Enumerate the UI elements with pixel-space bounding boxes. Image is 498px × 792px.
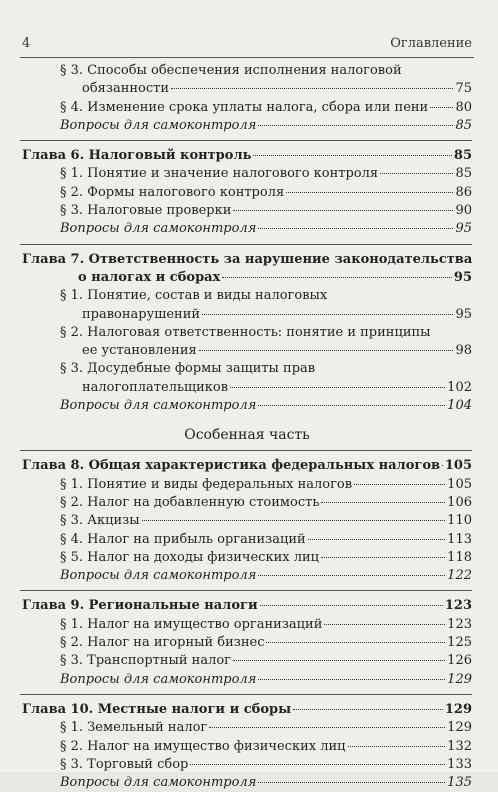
- toc-section-entry: [22, 512, 472, 530]
- toc-page-number: 129: [447, 720, 472, 736]
- dot-leader: [258, 574, 445, 576]
- section-divider: [20, 590, 472, 591]
- toc-entry-title-line: § 3. Способы обеспечения исполнения налоговой: [60, 63, 402, 78]
- toc-section-entry: [22, 476, 472, 494]
- dot-leader: [142, 519, 446, 521]
- toc-page-number: 129: [447, 671, 472, 687]
- dot-leader: [258, 781, 445, 783]
- toc-questions-entry: [22, 397, 472, 415]
- toc-section-entry: [22, 738, 472, 756]
- running-title: Оглавление: [390, 36, 472, 51]
- section-divider: [20, 450, 472, 451]
- toc-page-number: 104: [447, 398, 472, 414]
- toc-page-number: 95: [455, 221, 472, 237]
- toc-entry-title: Вопросы для самоконтроля: [60, 671, 257, 687]
- dot-leader: [233, 659, 445, 661]
- toc-section-entry: [22, 616, 472, 634]
- dot-leader: [190, 763, 445, 765]
- toc-page-number: 126: [447, 653, 472, 669]
- section-divider: [20, 244, 472, 245]
- toc-entry-title: § 2. Формы налогового контроля: [60, 184, 285, 200]
- toc-page-number: 105: [447, 476, 472, 492]
- toc-chapter-entry: [22, 457, 472, 475]
- toc-section-entry: [22, 549, 472, 567]
- toc-section-entry: [22, 634, 472, 652]
- toc-section-entry: [22, 494, 472, 512]
- toc-entry-title-line: § 3. Досудебные формы защиты прав: [60, 361, 316, 377]
- toc-entry-title: Глава 10. Местные налоги и сборы: [22, 701, 292, 717]
- toc-page-number: 90: [455, 203, 472, 219]
- header-rule: [20, 57, 474, 58]
- dot-leader: [230, 386, 445, 388]
- table-of-contents: [22, 62, 472, 792]
- toc-entry-title: ее установления: [82, 343, 197, 359]
- toc-page-number: 129: [444, 701, 472, 717]
- toc-section-entry: [22, 62, 472, 99]
- toc-questions-entry: [22, 671, 472, 689]
- toc-page-number: 110: [447, 513, 472, 529]
- toc-entry-title: о налогах и сборах: [78, 269, 221, 285]
- toc-section-entry: [22, 324, 472, 361]
- dot-leader: [348, 745, 446, 747]
- dot-leader: [260, 604, 443, 606]
- dot-leader: [321, 501, 445, 503]
- toc-chapter-entry: [22, 597, 472, 615]
- dot-leader: [233, 209, 453, 211]
- toc-entry-title: Вопросы для самоконтроля: [60, 568, 257, 584]
- page-number: 4: [22, 36, 31, 51]
- dot-leader: [442, 464, 443, 466]
- toc-entry-title: § 2. Налог на имущество физических лиц: [60, 738, 346, 754]
- dot-leader: [258, 227, 453, 229]
- toc-section-entry: [22, 756, 472, 774]
- dot-leader: [209, 726, 445, 728]
- toc-page-number: 125: [447, 635, 472, 651]
- toc-entry-title-line: § 1. Понятие, состав и виды налоговых: [60, 288, 328, 304]
- toc-entry-title-line: Глава 7. Ответственность за нарушение законодательства: [22, 251, 473, 267]
- toc-section-entry: [22, 165, 472, 183]
- toc-questions-entry: [22, 220, 472, 238]
- toc-page-number: 133: [447, 756, 472, 772]
- toc-entry-title-line: § 2. Налоговая ответственность: понятие и принципы: [60, 324, 431, 340]
- dot-leader: [321, 556, 445, 558]
- dot-leader: [222, 276, 452, 278]
- toc-questions-entry: [22, 117, 472, 135]
- toc-page-number: 80: [455, 99, 472, 115]
- toc-page-number: 105: [444, 458, 472, 474]
- dot-leader: [324, 623, 445, 625]
- toc-entry-title: Вопросы для самоконтроля: [60, 221, 257, 237]
- toc-entry-title: Глава 8. Общая характеристика федеральных налогов: [22, 458, 441, 474]
- toc-section-entry: [22, 99, 472, 117]
- toc-questions-entry: [22, 774, 472, 792]
- toc-entry-title: § 2. Налог на добавленную стоимость: [60, 494, 320, 510]
- toc-section-entry: [22, 202, 472, 220]
- toc-section-entry: [22, 719, 472, 737]
- section-divider: [20, 694, 472, 695]
- toc-entry-title: § 2. Налог на игорный бизнес: [60, 635, 265, 651]
- toc-entry-title: Вопросы для самоконтроля: [60, 398, 257, 414]
- toc-section-entry: [22, 652, 472, 670]
- toc-page-number: 102: [447, 379, 472, 395]
- dot-leader: [286, 191, 453, 193]
- dot-leader: [354, 483, 445, 485]
- toc-chapter-entry: [22, 251, 472, 288]
- toc-entry-title: § 1. Налог на имущество организаций: [60, 616, 323, 632]
- toc-entry-title: § 3. Транспортный налог: [60, 653, 231, 669]
- toc-entry-title: § 4. Налог на прибыль организаций: [60, 531, 306, 547]
- toc-page-number: 95: [455, 306, 472, 322]
- part-heading: Особенная часть: [184, 427, 310, 444]
- toc-chapter-entry: [22, 147, 472, 165]
- dot-leader: [171, 87, 453, 89]
- toc-entry-title: § 1. Понятие и значение налогового контроля: [60, 166, 379, 182]
- running-head: [22, 36, 472, 51]
- toc-page-number: 123: [447, 616, 472, 632]
- toc-entry-title: § 4. Изменение срока уплаты налога, сбора или пени: [60, 99, 429, 115]
- dot-leader: [199, 349, 454, 351]
- toc-questions-entry: [22, 567, 472, 585]
- toc-page-number: 86: [455, 184, 472, 200]
- toc-entry-title: обязанности: [82, 81, 169, 97]
- toc-entry-title: правонарушений: [82, 306, 201, 322]
- dot-leader: [380, 172, 453, 174]
- toc-page-number: 85: [453, 148, 472, 164]
- toc-page-number: 106: [447, 494, 472, 510]
- toc-page-number: 122: [447, 568, 472, 584]
- toc-entry-title: § 1. Понятие и виды федеральных налогов: [60, 476, 353, 492]
- dot-leader: [258, 404, 445, 406]
- toc-page-number: 98: [455, 343, 472, 359]
- toc-entry-title: налогоплательщиков: [82, 379, 229, 395]
- dot-leader: [266, 641, 445, 643]
- toc-page-number: 118: [447, 549, 472, 565]
- toc-chapter-entry: [22, 701, 472, 719]
- toc-entry-title: § 5. Налог на доходы физических лиц: [60, 549, 320, 565]
- toc-entry-title: Вопросы для самоконтроля: [60, 775, 257, 791]
- toc-section-entry: [22, 531, 472, 549]
- dot-leader: [258, 124, 453, 126]
- dot-leader: [430, 106, 453, 108]
- section-divider: [20, 140, 472, 141]
- toc-page-number: 135: [447, 775, 472, 791]
- toc-entry-title: Глава 9. Региональные налоги: [22, 598, 258, 614]
- toc-page-number: 85: [455, 117, 472, 133]
- dot-leader: [293, 708, 443, 710]
- toc-section-entry: [22, 360, 472, 397]
- toc-entry-title: § 3. Торговый сбор: [60, 756, 189, 772]
- toc-page-number: 113: [447, 531, 472, 547]
- dot-leader: [202, 313, 453, 315]
- toc-page-number: 85: [455, 166, 472, 182]
- toc-page-number: 132: [447, 738, 472, 754]
- toc-entry-title: § 1. Земельный налог: [60, 720, 208, 736]
- toc-page-number: 123: [444, 598, 472, 614]
- toc-page-number: 75: [455, 81, 472, 97]
- dot-leader: [258, 678, 445, 680]
- toc-entry-title: Вопросы для самоконтроля: [60, 117, 257, 133]
- toc-entry-title: § 3. Налоговые проверки: [60, 203, 232, 219]
- toc-section-entry: [22, 184, 472, 202]
- toc-entry-title: Глава 6. Налоговый контроль: [22, 148, 252, 164]
- toc-entry-title: § 3. Акцизы: [60, 513, 140, 529]
- dot-leader: [253, 154, 451, 156]
- dot-leader: [308, 538, 445, 540]
- toc-section-entry: [22, 287, 472, 324]
- toc-page-number: 95: [453, 269, 472, 285]
